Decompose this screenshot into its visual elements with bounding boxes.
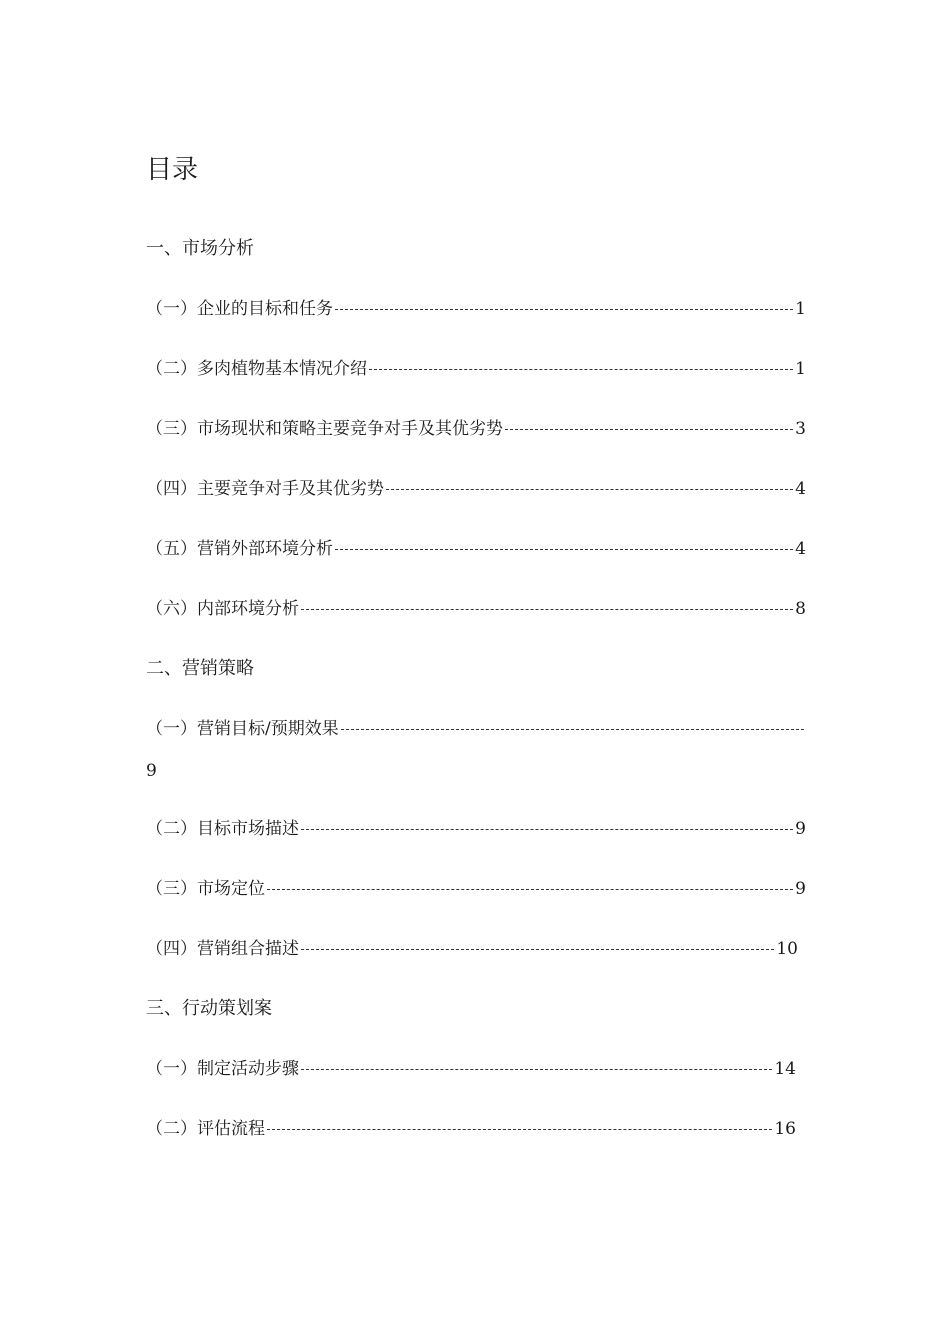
toc-entry-label: （二）评估流程 (146, 1119, 265, 1139)
dot-leader (267, 1129, 772, 1130)
dot-leader (386, 489, 793, 490)
toc-entry-label: （二）多肉植物基本情况介绍 (146, 359, 367, 379)
toc-entry[interactable] (146, 1116, 796, 1142)
toc-entry-label: （六）内部环境分析 (146, 599, 299, 619)
toc-entry[interactable] (146, 1056, 796, 1082)
dot-leader (335, 549, 793, 550)
toc-entry-page: 16 (774, 1119, 796, 1139)
toc-entry[interactable] (146, 936, 798, 962)
toc-entry-page: 14 (774, 1059, 796, 1079)
toc-entry-page: 1 (795, 299, 806, 319)
toc-entry-page: 10 (776, 939, 798, 959)
toc-entry-label: （三）市场现状和策略主要竞争对手及其优劣势 (146, 419, 503, 439)
toc-entry-page: 8 (795, 599, 806, 619)
toc-entry[interactable] (146, 816, 806, 842)
toc-entry[interactable] (146, 356, 806, 382)
toc-entry-label: （五）营销外部环境分析 (146, 539, 333, 559)
dot-leader (301, 949, 774, 950)
dot-leader (301, 829, 793, 830)
toc-entry[interactable] (146, 476, 806, 502)
dot-leader (301, 1069, 772, 1070)
toc-entry-label: （一）制定活动步骤 (146, 1059, 299, 1079)
section-heading-marketing-strategy: 二、营销策略 (146, 658, 254, 679)
toc-entry-label: （二）目标市场描述 (146, 819, 299, 839)
toc-entry-page: 9 (795, 819, 806, 839)
toc-entry[interactable] (146, 876, 806, 902)
toc-entry-label: （一）营销目标/预期效果 (146, 719, 339, 739)
section-heading-market-analysis: 一、市场分析 (146, 238, 254, 259)
toc-entry[interactable] (146, 416, 806, 442)
dot-leader (267, 889, 793, 890)
toc-entry-page: 1 (795, 359, 806, 379)
toc-entry-page: 4 (795, 539, 806, 559)
dot-leader (369, 369, 793, 370)
toc-entry[interactable] (146, 296, 806, 322)
toc-entry-page: 3 (795, 419, 806, 439)
toc-entry[interactable] (146, 596, 806, 622)
toc-entry-page-wrapped: 9 (146, 761, 157, 781)
toc-entry-label: （三）市场定位 (146, 879, 265, 899)
toc-entry[interactable] (146, 716, 806, 742)
dot-leader (301, 609, 793, 610)
dot-leader (505, 429, 793, 430)
dot-leader (341, 729, 804, 730)
dot-leader (335, 309, 793, 310)
toc-entry-label: （一）企业的目标和任务 (146, 299, 333, 319)
toc-entry[interactable] (146, 536, 806, 562)
section-heading-action-plan: 三、行动策划案 (146, 998, 272, 1019)
toc-entry-page: 9 (795, 879, 806, 899)
toc-title: 目录 (146, 155, 199, 185)
toc-entry-page: 4 (795, 479, 806, 499)
toc-entry-label: （四）主要竞争对手及其优劣势 (146, 479, 384, 499)
toc-entry-label: （四）营销组合描述 (146, 939, 299, 959)
